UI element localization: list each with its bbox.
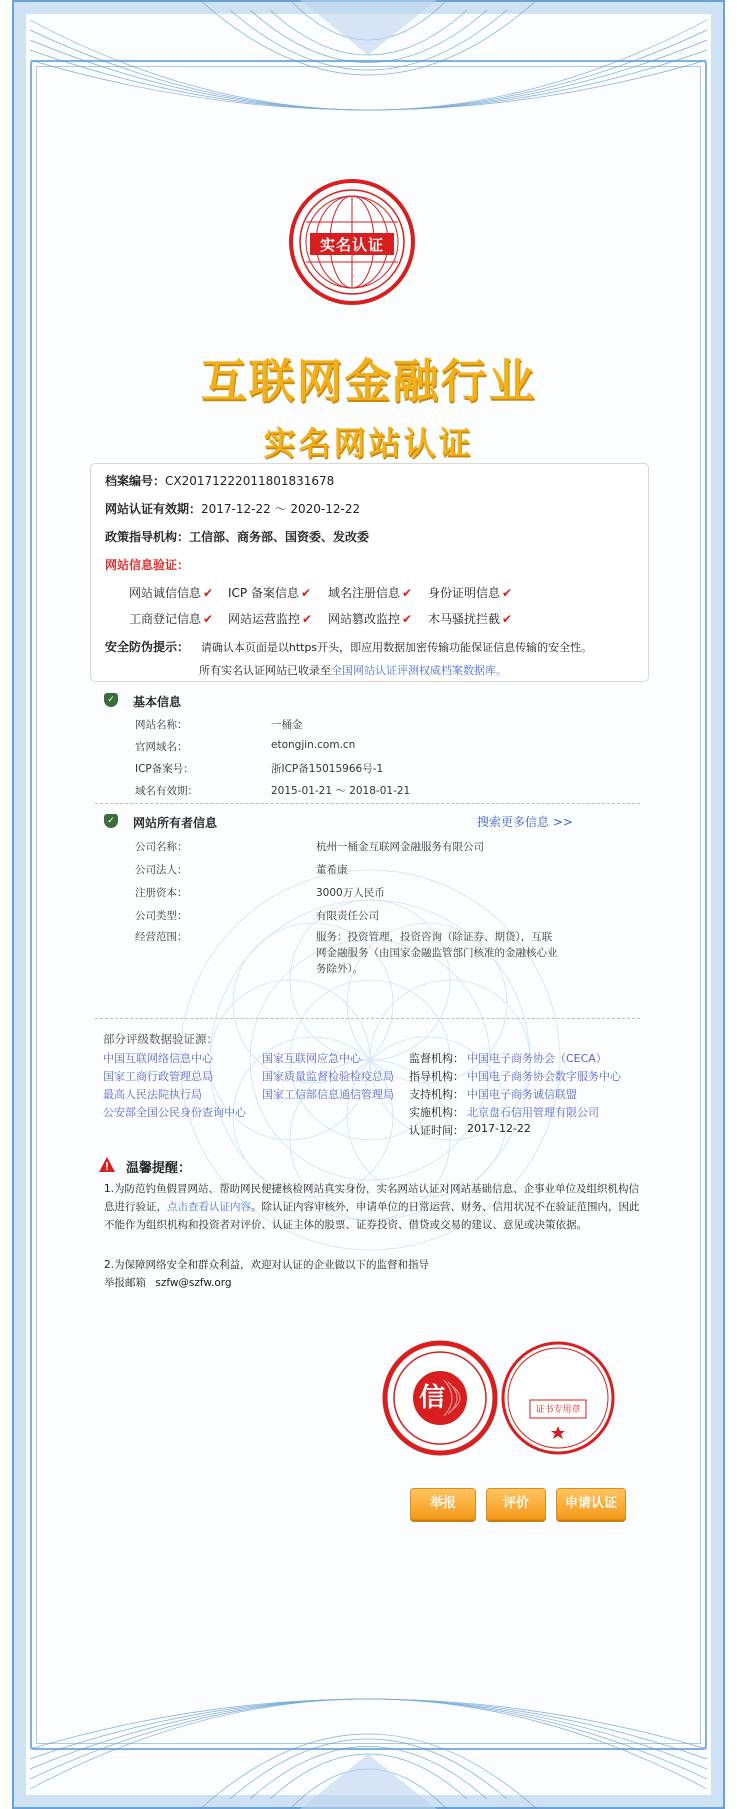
org-label: 支持机构：	[409, 1088, 464, 1101]
report-button[interactable]: 举报	[410, 1488, 476, 1520]
org-label: 实施机构：	[409, 1106, 464, 1119]
security-row-2	[199, 662, 507, 678]
source-link[interactable]: 国家质量监督检验检疫总局	[262, 1070, 394, 1083]
security-row	[105, 638, 592, 655]
check-icon: ✔	[502, 612, 513, 626]
report-email-row	[104, 1274, 642, 1292]
shield-icon: ✓	[104, 693, 118, 707]
check-icon: ✔	[302, 612, 313, 626]
source-link[interactable]: 中国互联网络信息中心	[103, 1052, 213, 1065]
source-link[interactable]: 公安部全国公民身份查询中心	[103, 1106, 246, 1119]
owner-label: 经营范围：	[135, 931, 188, 943]
verify-item: ICP 备案信息 ✔	[228, 586, 312, 600]
org-link[interactable]: 中国电子商务诚信联盟	[467, 1088, 577, 1101]
check-icon: ✔	[203, 586, 214, 600]
validity-value: 2017-12-22 ～ 2020-12-22	[201, 502, 361, 516]
warning-p1-suffix: 。除认证内容审核外，申请单位的日常运营、财务、信用状况不在验证范围内，因此不能作为组织机构和投资者对评价、认证主体的股票、证券投资、借贷或交易的建议、意见或决策依据。	[104, 1201, 640, 1231]
search-more-link[interactable]: 搜索更多信息 >>	[477, 815, 573, 829]
validity-row	[105, 500, 360, 517]
rate-button[interactable]: 评价	[486, 1488, 546, 1520]
basic-value: 一桶金	[271, 719, 303, 731]
seal-top-text: 实名认证	[319, 236, 384, 254]
title-line-1: 互联网金融行业	[200, 354, 537, 408]
archive-row	[105, 472, 334, 489]
owner-info-title: 网站所有者信息	[133, 816, 218, 830]
business-scope-line: 务除外）。	[316, 963, 364, 975]
divider	[95, 803, 640, 804]
warning-title: 温馨提醒：	[126, 1161, 192, 1176]
check-icon: ✔	[300, 586, 312, 600]
basic-value: 2015-01-21 ～ 2018-01-21	[271, 785, 411, 797]
owner-label: 公司法人：	[135, 864, 188, 876]
source-link[interactable]: 国家互联网应急中心	[262, 1052, 361, 1065]
business-scope-line: 网金融服务（由国家金融监管部门核准的金融核心业	[316, 947, 558, 959]
view-content-link[interactable]: 点击查看认证内容	[167, 1201, 251, 1213]
title-line-2: 实名网站认证	[263, 424, 474, 462]
verify-item: 身份证明信息 ✔	[428, 586, 513, 600]
source-link[interactable]: 国家工商行政管理总局	[103, 1070, 213, 1083]
archive-value: CX20171222011801831678	[165, 474, 335, 488]
verify-item: 木马骚扰拦截 ✔	[428, 612, 513, 626]
security-line2-prefix: 所有实名认证网站已收录至	[199, 664, 331, 677]
archive-database-link[interactable]: 全国网站认证评测权威档案数据库。	[331, 664, 507, 677]
divider	[95, 1018, 640, 1019]
org-link[interactable]: 中国电子商务协会（CECA）	[467, 1052, 607, 1065]
source-link[interactable]: 国家工信部信息通信管理局	[262, 1088, 394, 1101]
domain-link[interactable]: etongjin.com.cn	[271, 739, 356, 751]
policy-label: 政策指导机构：	[105, 530, 190, 544]
warning-paragraph-1	[104, 1180, 642, 1234]
certificate-info-box	[90, 463, 649, 682]
seal-right-center: 证书专用章	[535, 1405, 581, 1415]
org-link[interactable]: 北京盘石信用管理有限公司	[467, 1106, 599, 1119]
check-icon: ✔	[402, 586, 413, 600]
verify-item: 网站诚信信息 ✔	[129, 586, 214, 600]
verify-item: 域名注册信息 ✔	[328, 586, 413, 600]
verify-item: 网站篡改监控 ✔	[328, 612, 413, 626]
company-seal-icon	[500, 1340, 616, 1456]
verify-item: 工商登记信息 ✔	[129, 612, 214, 626]
apply-certification-button[interactable]: 申请认证	[556, 1488, 626, 1520]
org-label: 指导机构：	[409, 1070, 464, 1083]
security-label: 安全防伪提示：	[105, 640, 190, 654]
warning-icon	[99, 1157, 115, 1172]
warning-paragraph-2: 2.为保障网络安全和群众利益，欢迎对认证的企业做以下的监督和指导	[104, 1259, 430, 1271]
email-label: 举报邮箱	[104, 1277, 146, 1289]
owner-label: 注册资本：	[135, 887, 188, 899]
certified-date: 2017-12-22	[467, 1122, 531, 1135]
verify-item: 网站运营监控 ✔	[228, 612, 313, 626]
basic-info-title: 基本信息	[133, 695, 182, 709]
basic-label: 域名有效期：	[135, 785, 198, 797]
validity-label: 网站认证有效期：	[105, 502, 202, 516]
owner-label: 公司类型：	[135, 910, 188, 922]
org-label: 监督机构：	[409, 1052, 464, 1065]
icp-link[interactable]: 浙ICP备15015966号-1	[271, 763, 384, 775]
basic-label: 官网域名：	[135, 741, 188, 753]
policy-row	[105, 528, 369, 545]
basic-label: ICP备案号：	[135, 763, 194, 775]
org-label: 认证时间：	[409, 1124, 464, 1137]
verify-label: 网站信息验证：	[105, 558, 190, 572]
seal-left-center: 信	[418, 1383, 445, 1413]
check-icon: ✔	[502, 586, 513, 600]
check-icon: ✔	[402, 612, 413, 626]
check-icon: ✔	[203, 612, 214, 626]
basic-label: 网站名称：	[135, 719, 188, 731]
business-scope-line: 服务：投资管理，投资咨询（除证券、期货），互联	[316, 931, 553, 943]
sources-title: 部分评级数据验证源：	[103, 1032, 218, 1046]
shield-icon: ✓	[104, 814, 118, 828]
policy-value: 工信部、商务部、国资委、发改委	[189, 530, 370, 544]
email-value: szfw@szfw.org	[155, 1277, 232, 1289]
source-link[interactable]: 最高人民法院执行局	[103, 1088, 202, 1101]
owner-value: 董希康	[316, 864, 348, 876]
archive-label: 档案编号：	[105, 474, 166, 488]
security-line1: 请确认本页面是以https开头，即应用数据加密传输功能保证信息传输的安全性。	[200, 641, 593, 654]
org-link[interactable]: 中国电子商务协会数字服务中心	[467, 1070, 621, 1083]
owner-value: 杭州一桶金互联网金融服务有限公司	[316, 841, 484, 853]
owner-value: 有限责任公司	[316, 910, 379, 922]
warning-p1-prefix: 1.为防范钓鱼假冒网站、帮助网民便捷核检网站真实身份，实名网站认证对网站基础信息、企事业单位及组织机构信息进行验证，	[104, 1183, 640, 1213]
owner-value: 3000万人民币	[316, 887, 385, 899]
owner-label: 公司名称：	[135, 841, 188, 853]
